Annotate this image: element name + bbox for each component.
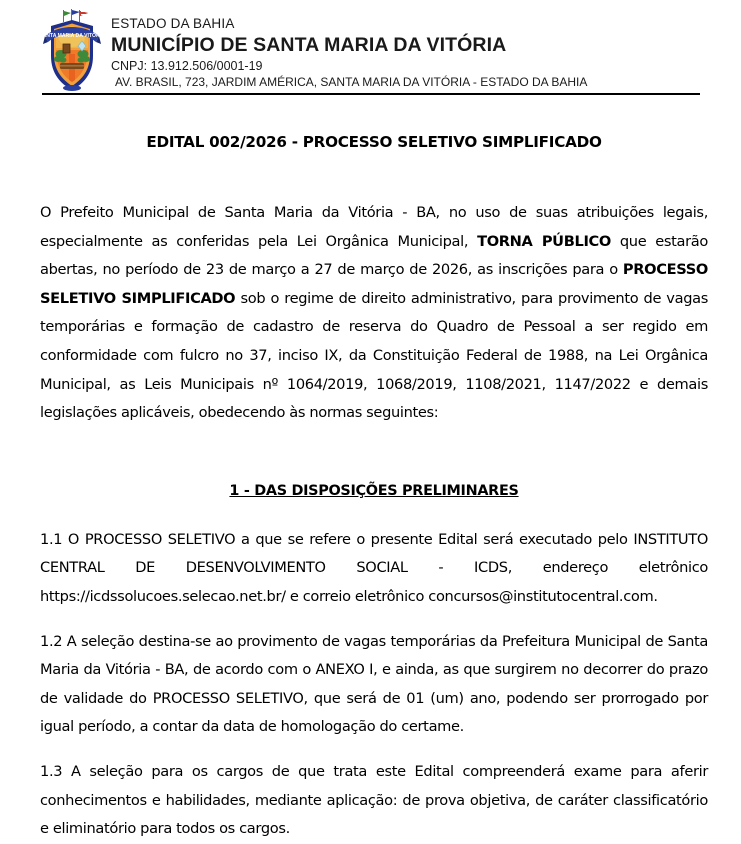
letterhead-text bbox=[111, 16, 711, 90]
section-heading-1: 1 - DAS DISPOSIÇÕES PRELIMINARES bbox=[229, 482, 519, 499]
intro-paragraph bbox=[40, 199, 708, 428]
page-title: EDITAL 002/2026 - PROCESSO SELETIVO SIMPLIFICADO bbox=[146, 133, 602, 151]
header-divider bbox=[42, 93, 700, 95]
municipality-line: MUNICÍPIO DE SANTA MARIA DA VITÓRIA bbox=[111, 34, 507, 56]
cnpj-line: CNPJ: 13.912.506/0001-19 bbox=[111, 59, 263, 73]
clause-1-3: 1.3 A seleção para os cargos de que trata este Edital compreenderá exame para aferir conhecimentos e habilidades, mediante aplicação: de prova objetiva, de caráter classificatório e eliminatório para todos os cargos. bbox=[40, 762, 708, 838]
intro-bold-processo-seletivo-simplificado: PROCESSO SELETIVO SIMPLIFICADO bbox=[40, 261, 708, 307]
intro-part-2: que estarão abertas, no período de 23 de março a 27 de março de 2026, as inscrições para o bbox=[40, 232, 708, 279]
letterhead bbox=[0, 0, 741, 100]
svg-text:SANTA MARIA DA VITÓRIA: SANTA MARIA DA VITÓRIA bbox=[41, 33, 103, 39]
clause-1-2: 1.2 A seleção destina-se ao provimento de vagas temporárias da Prefeitura Municipal de Santa Maria da Vitória - BA, de acordo com o ANEXO I, e ainda, as que surgirem no decorrer do prazo de validade do PROCESSO SELETIVO, que será de 01 (um) ano, podendo ser prorrogado por igual período, a contar da data de homologação do certame. bbox=[40, 632, 708, 736]
document-body bbox=[40, 120, 708, 844]
intro-part-3: sob o regime de direito administrativo, para provimento de vagas temporárias e formação de cadastro de reserva do Quadro de Pessoal a ser regido em conformidade com fulcro no 37, inciso IX, da Constituição Federal de 1988, na Lei Orgânica Municipal, as Leis Municipais nº 1064/2019, 1068/2019, 1108/2021, 1147/2022 e demais legislações aplicáveis, obedecendo às normas seguintes: bbox=[40, 289, 708, 422]
state-line: ESTADO DA BAHIA bbox=[111, 16, 235, 31]
intro-bold-torna-publico: TORNA PÚBLICO bbox=[477, 232, 611, 250]
coat-of-arms-icon bbox=[41, 8, 103, 93]
address-line: AV. BRASIL, 723, JARDIM AMÉRICA, SANTA MARIA DA VITÓRIA - ESTADO DA BAHIA bbox=[115, 75, 588, 89]
intro-part-1: O Prefeito Municipal de Santa Maria da Vitória - BA, no uso de suas atribuições legais, especialmente as conferidas pela Lei Orgânica Municipal, bbox=[40, 204, 708, 250]
clause-1-1: 1.1 O PROCESSO SELETIVO a que se refere o presente Edital será executado pelo INSTITUTO CENTRAL DE DESENVOLVIMENTO SOCIAL - ICDS, endereço eletrônico https://icdssolucoes.selecao.net.br/ e correio eletrônico concursos@institutocentral.com. bbox=[40, 530, 708, 605]
